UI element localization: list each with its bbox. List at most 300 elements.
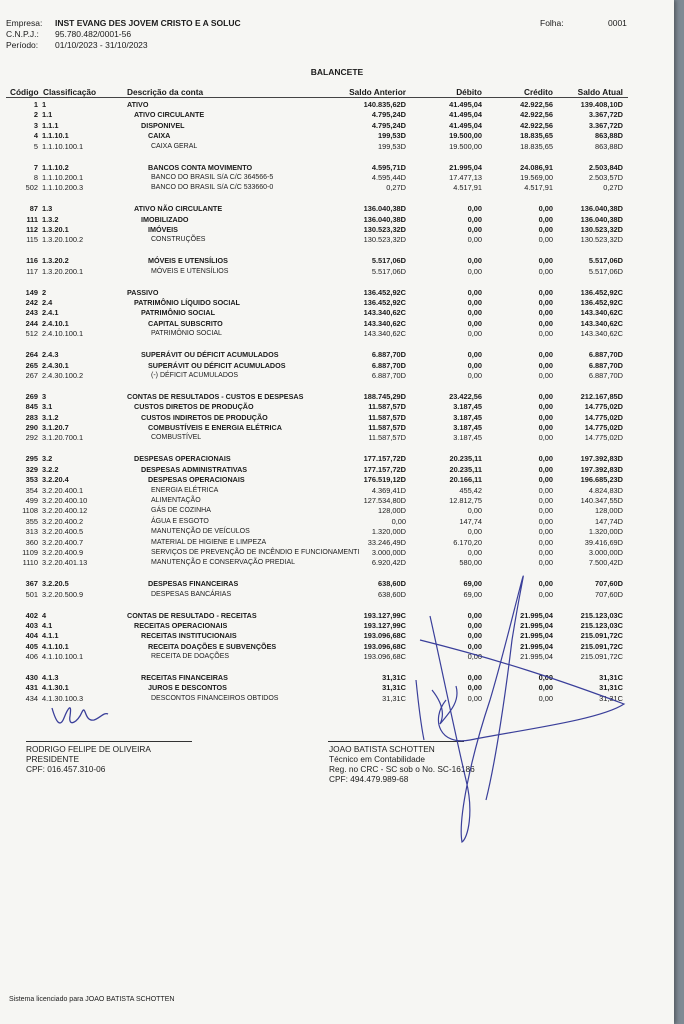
- account-description: DESPESAS OPERACIONAIS: [134, 454, 231, 464]
- account-description: SUPERÁVIT OU DÉFICIT ACUMULADOS: [148, 360, 286, 370]
- saldo-anterior-value: 11.587,57D: [368, 433, 406, 443]
- account-code: 283: [25, 412, 38, 422]
- debito-value: 19.500,00: [449, 141, 482, 151]
- account-classification: 1.3.20.100.2: [42, 235, 84, 245]
- saldo-anterior-value: 193.096,68C: [363, 652, 406, 662]
- debito-value: 0,00: [467, 298, 482, 307]
- saldo-anterior-value: 0,00: [391, 516, 406, 526]
- account-description: ATIVO CIRCULANTE: [134, 110, 205, 120]
- account-description: ALIMENTAÇÃO: [151, 496, 201, 504]
- debito-value: 0,00: [467, 235, 482, 245]
- saldo-atual-value: 130.523,32D: [580, 235, 623, 245]
- saldo-anterior-value: 31,31C: [382, 673, 406, 682]
- account-code: 1109: [22, 547, 38, 557]
- saldo-atual-value: 3.000,00D: [588, 547, 623, 557]
- credito-value: 19.569,00: [520, 172, 553, 182]
- account-code: 367: [25, 579, 38, 589]
- credito-value: 0,00: [538, 214, 553, 224]
- debito-value: 41.495,04: [449, 100, 482, 109]
- saldo-atual-value: 6.887,70D: [588, 350, 623, 360]
- account-classification: 1.3.20.1: [42, 225, 69, 234]
- account-code: 499: [25, 495, 38, 505]
- saldo-atual-value: 143.340,62C: [580, 318, 623, 328]
- credito-value: 0,00: [538, 527, 553, 537]
- account-description: PATRIMÔNIO LÍQUIDO SOCIAL: [134, 298, 240, 307]
- saldo-atual-value: 14.775,02D: [584, 433, 623, 443]
- account-description: SERVIÇOS DE PREVENÇÃO DE INCÊNDIO E FUNCIONAMENTI: [151, 548, 360, 556]
- credito-value: 0,00: [538, 579, 553, 589]
- account-description: MANUTENÇÃO E CONSERVAÇÃO PREDIAL: [151, 559, 296, 567]
- account-classification: 1.1.10.2: [42, 162, 69, 172]
- credito-value: 18.835,65: [520, 141, 553, 151]
- account-classification: 3.2.20.400.1: [42, 485, 84, 495]
- account-classification: 3.2.20.5: [42, 579, 69, 589]
- account-code: 405: [25, 641, 38, 651]
- saldo-atual-value: 863,88D: [595, 131, 623, 141]
- credito-value: 0,00: [538, 298, 553, 307]
- account-description: ENERGIA ELÉTRICA: [151, 486, 219, 494]
- debito-value: 41.495,04: [449, 110, 482, 120]
- account-classification: 1.3.20.2: [42, 256, 69, 266]
- saldo-atual-value: 215.123,03C: [580, 610, 623, 620]
- debito-value: 6.170,20: [453, 537, 482, 547]
- account-classification: 3.1.20.700.1: [42, 433, 84, 443]
- saldo-anterior-value: 177.157,72D: [363, 454, 406, 464]
- saldo-anterior-value: 193.127,99C: [363, 620, 406, 630]
- account-code: 265: [25, 360, 38, 370]
- saldo-anterior-value: 4.369,41D: [371, 485, 406, 495]
- saldo-atual-value: 5.517,06D: [588, 266, 623, 276]
- account-classification: 4.1.10.100.1: [42, 652, 84, 662]
- col-descricao: Descrição da conta: [127, 87, 204, 97]
- col-debito: Débito: [456, 87, 482, 97]
- credito-value: 0,00: [538, 266, 553, 276]
- account-description: DISPONIVEL: [141, 120, 185, 130]
- account-code: 264: [25, 350, 38, 360]
- saldo-atual-value: 215.091,72C: [580, 631, 623, 641]
- debito-value: 17.477,13: [449, 172, 482, 182]
- account-description: DESCONTOS FINANCEIROS OBTIDOS: [151, 694, 279, 702]
- saldo-atual-value: 197.392,83D: [580, 464, 623, 474]
- account-classification: 4.1: [42, 620, 53, 630]
- account-code: 329: [25, 464, 38, 474]
- saldo-atual-value: 2.503,57D: [588, 172, 623, 182]
- saldo-atual-value: 128,00D: [595, 506, 623, 516]
- account-description: CAPITAL SUBSCRITO: [148, 318, 223, 328]
- account-code: 431: [25, 683, 38, 693]
- saldo-anterior-value: 4.795,24D: [371, 110, 406, 120]
- account-description: ÁGUA E ESGOTO: [151, 517, 209, 525]
- saldo-atual-value: 707,60D: [595, 589, 623, 599]
- account-classification: 2.4: [42, 298, 53, 307]
- account-code: 149: [25, 287, 38, 297]
- account-description: COMBUSTÍVEIS E ENERGIA ELÉTRICA: [148, 423, 282, 432]
- col-saldo-atual: Saldo Atual: [577, 87, 623, 97]
- saldo-anterior-value: 128,00D: [378, 506, 406, 516]
- debito-value: 69,00: [463, 579, 482, 589]
- account-classification: 3.2.20.500.9: [42, 589, 84, 599]
- account-classification: 3.2.20.400.5: [42, 527, 84, 537]
- debito-value: 0,00: [467, 620, 482, 630]
- saldo-anterior-value: 136.452,92C: [363, 298, 406, 307]
- col-classificacao: Classificação: [43, 87, 97, 97]
- debito-value: 12.812,75: [449, 495, 482, 505]
- saldo-atual-value: 3.367,72D: [588, 110, 623, 120]
- saldo-anterior-value: 0,27D: [386, 183, 406, 193]
- saldo-anterior-value: 6.887,70D: [371, 360, 406, 370]
- debito-value: 0,00: [467, 547, 482, 557]
- credito-value: 0,00: [538, 506, 553, 516]
- credito-value: 0,00: [538, 402, 553, 412]
- debito-value: 21.995,04: [449, 162, 482, 172]
- license-footer: Sistema licenciado para JOAO BATISTA SCHOTTEN: [9, 996, 175, 1003]
- account-code: 243: [25, 308, 38, 318]
- account-classification: 3.2.20.400.2: [42, 516, 84, 526]
- account-classification: 3.2.20.401.13: [42, 558, 88, 568]
- debito-value: 0,00: [467, 329, 482, 339]
- saldo-atual-value: 143.340,62C: [580, 329, 623, 339]
- debito-value: 69,00: [463, 589, 482, 599]
- saldo-atual-value: 14.775,02D: [584, 423, 623, 432]
- credito-value: 0,00: [538, 225, 553, 234]
- saldo-atual-value: 136.040,38D: [580, 214, 623, 224]
- credito-value: 42.922,56: [520, 100, 553, 109]
- saldo-atual-value: 31,31C: [599, 673, 623, 682]
- account-description: ATIVO: [127, 100, 149, 109]
- credito-value: 0,00: [538, 370, 553, 380]
- saldo-anterior-value: 638,60D: [378, 589, 406, 599]
- account-classification: 1.1.10.200.1: [42, 172, 84, 182]
- credito-value: 0,00: [538, 475, 553, 485]
- debito-value: 0,00: [467, 673, 482, 682]
- signer-cpf-right: CPF: 494.479.989-68: [329, 774, 409, 784]
- account-description: PATRIMÔNIO SOCIAL: [141, 308, 215, 318]
- saldo-anterior-value: 11.587,57D: [368, 412, 406, 422]
- credito-value: 0,00: [538, 495, 553, 505]
- debito-value: 0,00: [467, 360, 482, 370]
- debito-value: 3.187,45: [453, 433, 482, 443]
- saldo-anterior-value: 4.595,71D: [371, 162, 406, 172]
- saldo-anterior-value: 143.340,62C: [363, 329, 406, 339]
- saldo-atual-value: 6.887,70D: [588, 370, 623, 380]
- saldo-atual-value: 139.408,10D: [580, 100, 623, 109]
- credito-value: 21.995,04: [520, 620, 553, 630]
- account-classification: 1.3.2: [42, 214, 59, 224]
- signer-reg-right: Reg. no CRC - SC sob o No. SC-16186: [329, 764, 475, 774]
- account-code: 4: [33, 131, 38, 141]
- account-code: 7: [33, 162, 38, 172]
- debito-value: 20.235,11: [449, 454, 482, 464]
- credito-value: 0,00: [538, 464, 553, 474]
- account-description: IMÓVEIS: [148, 225, 178, 234]
- saldo-atual-value: 0,27D: [603, 183, 623, 193]
- credito-value: 0,00: [538, 204, 553, 214]
- saldo-atual-value: 136.452,92C: [580, 287, 623, 297]
- account-code: 353: [25, 475, 38, 485]
- saldo-anterior-value: 31,31C: [382, 683, 406, 693]
- credito-value: 0,00: [538, 350, 553, 360]
- account-description: COMBUSTÍVEL: [151, 434, 202, 442]
- debito-value: 0,00: [467, 318, 482, 328]
- account-code: 404: [25, 631, 38, 641]
- account-code: 313: [25, 527, 38, 537]
- saldo-anterior-value: 3.000,00D: [371, 547, 406, 557]
- account-code: 290: [25, 423, 38, 432]
- debito-value: 0,00: [467, 693, 482, 703]
- saldo-anterior-value: 6.920,42D: [371, 558, 406, 568]
- debito-value: 455,42: [459, 485, 482, 495]
- account-code: 269: [25, 391, 38, 401]
- saldo-atual-value: 4.824,83D: [588, 485, 623, 495]
- account-code: 406: [25, 652, 38, 662]
- saldo-atual-value: 5.517,06D: [588, 256, 623, 266]
- account-description: MATERIAL DE HIGIENE E LIMPEZA: [151, 538, 267, 546]
- account-description: CUSTOS DIRETOS DE PRODUÇÃO: [134, 402, 254, 412]
- saldo-anterior-value: 5.517,06D: [371, 266, 406, 276]
- signer-name-right: JOAO BATISTA SCHOTTEN: [329, 744, 435, 754]
- debito-value: 0,00: [467, 204, 482, 214]
- account-description: RECEITA DOAÇÕES E SUBVENÇÕES: [148, 641, 277, 651]
- credito-value: 21.995,04: [520, 631, 553, 641]
- saldo-atual-value: 31,31C: [599, 693, 623, 703]
- credito-value: 0,00: [538, 318, 553, 328]
- debito-value: 0,00: [467, 308, 482, 318]
- credito-value: 0,00: [538, 537, 553, 547]
- account-classification: 4.1.10.1: [42, 641, 69, 651]
- account-classification: 2.4.10.1: [42, 318, 69, 328]
- saldo-anterior-value: 199,53D: [378, 131, 406, 141]
- account-description: CAIXA GERAL: [151, 142, 198, 150]
- saldo-atual-value: 215.123,03C: [580, 620, 623, 630]
- credito-value: 24.086,91: [520, 162, 553, 172]
- saldo-anterior-value: 136.040,38D: [363, 204, 406, 214]
- account-code: 845: [25, 402, 38, 412]
- account-classification: 3.2.20.400.9: [42, 547, 84, 557]
- credito-value: 4.517,91: [524, 183, 553, 193]
- account-classification: 3.2.20.400.7: [42, 537, 84, 547]
- saldo-anterior-value: 199,53D: [378, 141, 406, 151]
- credito-value: 0,00: [538, 391, 553, 401]
- debito-value: 0,00: [467, 652, 482, 662]
- account-code: 111: [26, 214, 38, 224]
- debito-value: 0,00: [467, 214, 482, 224]
- signature-scribble-right: [416, 576, 624, 842]
- saldo-atual-value: 197.392,83D: [580, 454, 623, 464]
- col-credito: Crédito: [523, 87, 553, 97]
- folha-number: 0001: [608, 18, 627, 28]
- account-description: BANCO DO BRASIL S/A C/C 533660-0: [151, 184, 274, 192]
- account-code: 430: [25, 673, 38, 682]
- credito-value: 0,00: [538, 412, 553, 422]
- debito-value: 20.235,11: [449, 464, 482, 474]
- saldo-atual-value: 143.340,62C: [580, 308, 623, 318]
- saldo-anterior-value: 6.887,70D: [371, 370, 406, 380]
- saldo-atual-value: 215.091,72C: [580, 652, 623, 662]
- saldo-atual-value: 136.452,92C: [580, 298, 623, 307]
- debito-value: 41.495,04: [449, 120, 482, 130]
- signer-cpf-left: CPF: 016.457.310-06: [26, 764, 106, 774]
- signer-role-right: Técnico em Contabilidade: [329, 754, 425, 764]
- account-code: 87: [29, 204, 38, 214]
- account-code: 242: [25, 298, 38, 307]
- credito-value: 0,00: [538, 235, 553, 245]
- signature-scribble-left: [52, 708, 108, 723]
- folha-label: Folha:: [540, 18, 564, 28]
- saldo-anterior-value: 1.320,00D: [371, 527, 406, 537]
- account-description: DESPESAS ADMINISTRATIVAS: [141, 464, 248, 474]
- debito-value: 0,00: [467, 527, 482, 537]
- credito-value: 0,00: [538, 485, 553, 495]
- account-description: GÁS DE COZINHA: [151, 507, 211, 515]
- account-classification: 1.1: [42, 110, 53, 120]
- saldo-anterior-value: 33.246,49D: [367, 537, 406, 547]
- debito-value: 3.187,45: [453, 412, 482, 422]
- account-code: 402: [25, 610, 38, 620]
- account-description: MÓVEIS E UTENSÍLIOS: [148, 256, 228, 266]
- col-codigo: Código: [10, 87, 39, 97]
- saldo-anterior-value: 4.795,24D: [371, 120, 406, 130]
- account-description: SUPERÁVIT OU DÉFICIT ACUMULADOS: [141, 350, 279, 360]
- saldo-atual-value: 196.685,23D: [580, 475, 623, 485]
- periodo-value: 01/10/2023 - 31/10/2023: [55, 40, 148, 50]
- account-code: 434: [25, 693, 38, 703]
- account-classification: 1.1.10.1: [42, 131, 69, 141]
- account-description: (-) DÉFICIT ACUMULADOS: [151, 371, 238, 379]
- account-classification: 3.1: [42, 402, 53, 412]
- account-description: CAIXA: [148, 131, 171, 141]
- saldo-anterior-value: 193.127,99C: [363, 610, 406, 620]
- account-classification: 2: [42, 287, 47, 297]
- debito-value: 0,00: [467, 506, 482, 516]
- account-code: 115: [26, 235, 38, 245]
- credito-value: 0,00: [538, 683, 553, 693]
- debito-value: 0,00: [467, 256, 482, 266]
- account-classification: 4.1.30.100.3: [42, 693, 84, 703]
- account-classification: 2.4.10.100.1: [42, 329, 84, 339]
- saldo-anterior-value: 193.096,68C: [363, 641, 406, 651]
- account-description: DESPESAS OPERACIONAIS: [148, 475, 245, 485]
- account-classification: 3.2.20.4: [42, 475, 69, 485]
- saldo-anterior-value: 6.887,70D: [371, 350, 406, 360]
- account-classification: 3.1.20.7: [42, 423, 69, 432]
- saldo-anterior-value: 127.534,80D: [363, 495, 406, 505]
- debito-value: 0,00: [467, 610, 482, 620]
- account-code: 512: [25, 329, 38, 339]
- debito-value: 3.187,45: [453, 423, 482, 432]
- credito-value: 0,00: [538, 673, 553, 682]
- debito-value: 0,00: [467, 683, 482, 693]
- account-code: 292: [25, 433, 38, 443]
- debito-value: 0,00: [467, 370, 482, 380]
- account-description: CONSTRUÇÕES: [151, 236, 206, 244]
- account-classification: 4.1.1: [42, 631, 59, 641]
- credito-value: 0,00: [538, 256, 553, 266]
- saldo-anterior-value: 143.340,62C: [363, 318, 406, 328]
- saldo-atual-value: 6.887,70D: [588, 360, 623, 370]
- saldo-anterior-value: 11.587,57D: [368, 423, 406, 432]
- account-classification: 1: [42, 100, 47, 109]
- account-classification: 3.2: [42, 454, 53, 464]
- saldo-atual-value: 215.091,72C: [580, 641, 623, 651]
- cnpj-label: C.N.P.J.:: [6, 29, 39, 39]
- debito-value: 147,74: [459, 516, 482, 526]
- saldo-atual-value: 39.416,69D: [584, 537, 623, 547]
- saldo-atual-value: 140.347,55D: [580, 495, 623, 505]
- account-description: BANCO DO BRASIL S/A C/C 364566-5: [151, 173, 274, 181]
- account-classification: 1.3.20.200.1: [42, 266, 84, 276]
- account-description: DESPESAS BANCÁRIAS: [151, 590, 232, 598]
- saldo-anterior-value: 638,60D: [378, 579, 406, 589]
- account-code: 501: [25, 589, 38, 599]
- saldo-atual-value: 7.500,42D: [588, 558, 623, 568]
- saldo-anterior-value: 176.519,12D: [363, 475, 406, 485]
- account-classification: 4: [42, 610, 47, 620]
- credito-value: 0,00: [538, 589, 553, 599]
- account-classification: 3.2.2: [42, 464, 59, 474]
- saldo-anterior-value: 31,31C: [382, 693, 406, 703]
- account-description: PATRIMÔNIO SOCIAL: [151, 330, 222, 338]
- account-classification: 2.4.30.1: [42, 360, 69, 370]
- account-code: 354: [25, 485, 38, 495]
- account-classification: 3.2.20.400.12: [42, 506, 88, 516]
- account-code: 2: [33, 110, 38, 120]
- credito-value: 0,00: [538, 360, 553, 370]
- account-description: BANCOS CONTA MOVIMENTO: [148, 162, 253, 172]
- page-title: BALANCETE: [310, 67, 364, 77]
- account-code: 360: [25, 537, 38, 547]
- account-code: 267: [25, 370, 38, 380]
- saldo-anterior-value: 5.517,06D: [371, 256, 406, 266]
- saldo-atual-value: 3.367,72D: [588, 120, 623, 130]
- credito-value: 0,00: [538, 433, 553, 443]
- account-description: JUROS E DESCONTOS: [148, 683, 227, 693]
- account-description: CONTAS DE RESULTADOS - CUSTOS E DESPESAS: [127, 391, 304, 401]
- account-code: 244: [25, 318, 38, 328]
- account-code: 116: [26, 256, 38, 266]
- periodo-label: Período:: [6, 40, 39, 50]
- saldo-anterior-value: 188.745,29D: [363, 391, 406, 401]
- credito-value: 21.995,04: [520, 610, 553, 620]
- saldo-anterior-value: 136.040,38D: [363, 214, 406, 224]
- account-classification: 4.1.3: [42, 673, 59, 682]
- credito-value: 0,00: [538, 558, 553, 568]
- saldo-atual-value: 14.775,02D: [584, 402, 623, 412]
- account-classification: 3.1.2: [42, 412, 59, 422]
- debito-value: 4.517,91: [453, 183, 482, 193]
- saldo-anterior-value: 143.340,62C: [363, 308, 406, 318]
- account-classification: 4.1.30.1: [42, 683, 69, 693]
- account-description: RECEITA DE DOAÇÕES: [151, 653, 230, 661]
- saldo-anterior-value: 136.452,92C: [363, 287, 406, 297]
- account-classification: 1.1.1: [42, 120, 59, 130]
- account-classification: 1.1.10.200.3: [42, 183, 84, 193]
- saldo-anterior-value: 177.157,72D: [363, 464, 406, 474]
- credito-value: 21.995,04: [520, 652, 553, 662]
- account-code: 502: [25, 183, 38, 193]
- account-description: RECEITAS INSTITUCIONAIS: [141, 631, 237, 641]
- account-classification: 1.1.10.100.1: [42, 141, 84, 151]
- saldo-anterior-value: 140.835,62D: [363, 100, 406, 109]
- account-code: 1110: [22, 558, 38, 568]
- signer-name-left: RODRIGO FELIPE DE OLIVEIRA: [26, 744, 151, 754]
- company-name: INST EVANG DES JOVEM CRISTO E A SOLUC: [55, 18, 241, 28]
- account-code: 3: [33, 120, 38, 130]
- debito-value: 0,00: [467, 631, 482, 641]
- account-description: CUSTOS INDIRETOS DE PRODUÇÃO: [141, 412, 268, 422]
- debito-value: 0,00: [467, 266, 482, 276]
- account-description: MANUTENÇÃO DE VEÍCULOS: [151, 528, 250, 536]
- credito-value: 0,00: [538, 329, 553, 339]
